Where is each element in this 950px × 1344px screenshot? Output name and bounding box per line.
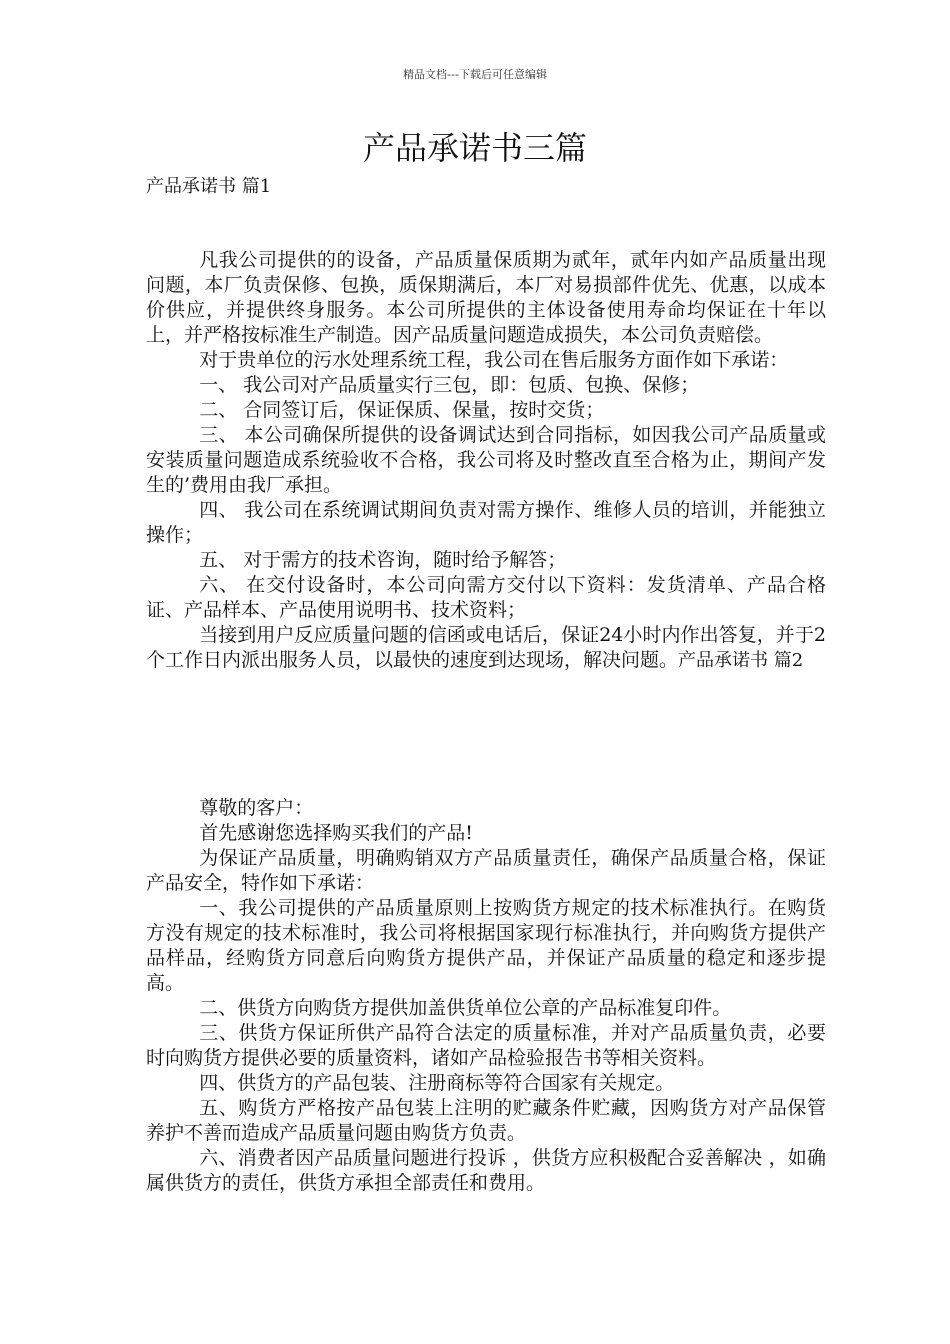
paragraph: 一、 我公司对产品质量实行三包，即：包质、包换、保修； [199, 374, 700, 396]
paragraph: 四、供货方的产品包装、注册商标等符合国家有关规定。 [199, 1072, 675, 1094]
paragraph-text: 当接到用户反应质量问题的信函或电话后，保证24小时内作出答复，并于2个工作日内派出服务人员，以最快的速度到达现场，解决问题。 [146, 624, 826, 671]
header-note: 精品文档---下载后可任意编辑 [403, 68, 547, 81]
section-2-body [146, 796, 826, 1196]
paragraph: 一、我公司提供的产品质量原则上按购货方规定的技术标准执行。在购货方没有规定的技术标准时，我公司将根据国家现行标准执行，并向购货方提供产品样品，经购货方同意后向购货方提供产品，并保证产品质量的稳定和逐步提高。 [146, 897, 826, 994]
paragraph: 三、 本公司确保所提供的设备调试达到合同指标，如因我公司产品质量或安装质量问题造成系统验收不合格，我公司将及时整改直至合格为止，期间产发生的’费用由我厂承担。 [146, 424, 826, 496]
paragraph: 六、 在交付设备时，本公司向需方交付以下资料：发货清单、产品合格证、产品样本、产品使用说明书、技术资料； [146, 574, 826, 621]
paragraph: 二、供货方向购货方提供加盖供货单位公章的产品标准复印件。 [199, 997, 732, 1019]
paragraph: 对于贵单位的污水处理系统工程，我公司在售后服务方面作如下承诺： [199, 349, 789, 371]
paragraph: 为保证产品质量，明确购销双方产品质量责任，确保产品质量合格，保证产品安全，特作如下承诺： [146, 847, 826, 894]
paragraph: 四、 我公司在系统调试期间负责对需方操作、维修人员的培训，并能独立操作； [146, 499, 826, 546]
paragraph: 二、 合同签订后，保证保质、保量，按时交货； [199, 399, 605, 421]
paragraph: 首先感谢您选择购买我们的产品! [199, 822, 473, 844]
section-1-body [146, 248, 826, 673]
paragraph: 三、供货方保证所供产品符合法定的质量标准，并对产品质量负责，必要时向购货方提供必要的质量资料，诸如产品检验报告书等相关资料。 [146, 1022, 826, 1069]
paragraph-with-heading [146, 623, 826, 673]
paragraph: 五、购货方严格按产品包装上注明的贮藏条件贮藏，因购货方对产品保管养护不善而造成产品质量问题由购货方负责。 [146, 1097, 826, 1144]
document-title: 产品承诺书三篇 [362, 129, 587, 167]
paragraph: 凡我公司提供的的设备，产品质量保质期为贰年，贰年内如产品质量出现问题，本厂负责保修、包换，质保期满后，本厂对易损部件优先、优惠，以成本价供应，并提供终身服务。本公司所提供的主体设备使用寿命均保证在十年以上，并严格按标准生产制造。因产品质量问题造成损失，本公司负责赔偿。 [146, 249, 826, 346]
paragraph: 五、 对于需方的技术咨询，随时给予解答； [199, 549, 567, 571]
section-1-heading: 产品承诺书 篇1 [146, 176, 272, 197]
section-2-heading: 产品承诺书 篇2 [678, 650, 804, 671]
paragraph: 尊敬的客户： [199, 797, 314, 819]
paragraph: 六、消费者因产品质量问题进行投诉 ，供货方应积极配合妥善解决 ，如确属供货方的责任，供货方承担全部责任和费用。 [146, 1147, 826, 1194]
